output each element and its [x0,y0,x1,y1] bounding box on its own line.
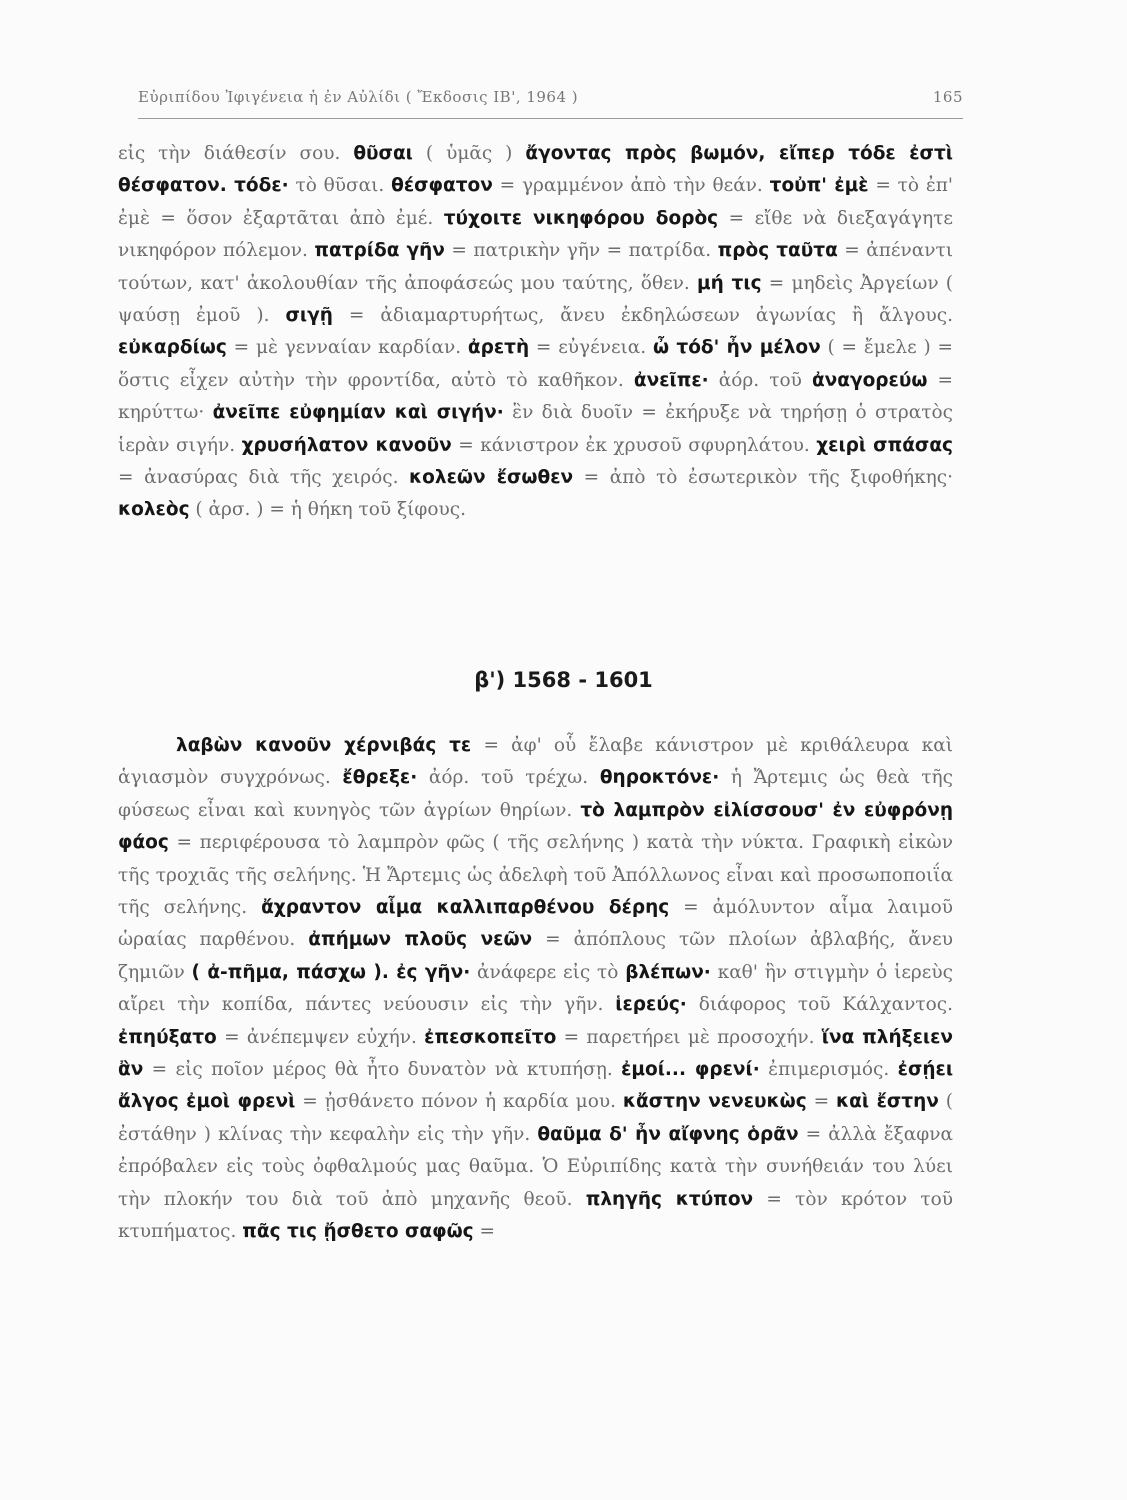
lemma-term: χειρὶ σπάσας [816,434,954,456]
gloss-text: = εἴθε νὰ διεξαγάγητε νικηφόρον πόλεμον. [118,207,953,262]
gloss-text: = τὸν κρότον τοῦ κτυπήματος. [118,1188,953,1243]
gloss-text: = ἀμόλυντον αἷμα λαιμοῦ ὡραίας παρθένου. [118,897,954,951]
gloss-text: = ἀλλὰ ἔξαφνα ἐπρόβαλεν εἰς τοὺς ὀφθαλμούς μας θαῦμα. Ὁ Εὐριπίδης κατὰ τὴν συνήθειάν του λύει τὴν πλοκήν του διὰ τοῦ ἀπὸ μηχανῆς θεοῦ. [118,1123,953,1210]
lemma-term: εὐκαρδίως [118,337,227,359]
gloss-text: = κηρύττω· [118,369,953,424]
lemma-term: χρυσήλατον κανοῦν [241,434,452,456]
lemma-term: θηροκτόνε· [599,767,720,789]
gloss-text: = [473,1221,496,1243]
lemma-term: ἱερεύς· [615,994,687,1016]
lemma-term: ἀρετὴ [467,337,530,359]
gloss-text: = μηδεὶς Ἀργείων ( ψαύσῃ ἐμοῦ ). [118,272,953,327]
gloss-text: καθ' ἣν στιγμὴν ὁ ἱερεὺς αἴρει τὴν κοπίδα, πάντες νεύουσιν εἰς τὴν γῆν. [118,961,953,1016]
gloss-text: = κάνιστρον ἐκ χρυσοῦ σφυρηλάτου. [451,434,817,456]
lemma-term: ἐπεσκοπεῖτο [424,1026,557,1048]
commentary-paragraph-2 [118,730,953,1249]
lemma-term: μή τις [697,272,762,294]
lemma-term: βλέπων· [625,961,711,983]
lemma-term: κολεῶν ἔσωθεν [409,467,574,489]
lemma-term: ἵνα πλήξειεν ἂν [118,1026,954,1081]
gloss-text: εἰς τὴν διάθεσίν σου. [118,143,354,164]
commentary-paragraph-1 [118,138,953,527]
gloss-text: ἀνάφερε εἰς τὸ [470,961,626,983]
lemma-term: θῦσαι [353,143,413,164]
gloss-text: = ἀπὸ τὸ ἐσωτερικὸν τῆς ξιφοθήκης· [573,467,954,489]
lemma-term: ἀπήμων πλοῦς νεῶν [308,929,533,951]
gloss-text: = γραμμένον ἀπὸ τὴν θεάν. [492,175,770,197]
gloss-text: = εὐγένεια. [529,337,653,359]
lemma-term: θαῦμα δ' ἦν αἴφνης ὁρᾶν [537,1123,799,1145]
section-heading: β') 1568 - 1601 [474,668,653,692]
gloss-text: = ἀνασύρας διὰ τῆς χειρός. [118,467,410,489]
lemma-term: ὦ τόδ' ἦν μέλον [652,337,821,359]
lemma-term: πρὸς ταῦτα [717,240,838,262]
lemma-term: πατρίδα γῆν [314,240,445,262]
page-number: 165 [932,88,963,106]
lemma-term: πᾶς τις ᾔσθετο σαφῶς [242,1221,474,1243]
gloss-text: = τὸ ἐπ' ἐμὲ = ὅσον ἐξαρτᾶται ἀπὸ ἐμέ. [118,175,954,229]
gloss-text: = [806,1091,837,1113]
lemma-term: λαβὼν κανοῦν χέρνιβάς τε [176,735,472,756]
lemma-term: θέσφατον [391,175,493,197]
lemma-term: ἐσῄει ἄλγος ἐμοὶ φρενὶ [118,1059,954,1113]
running-title: Εὐριπίδου Ἰφιγένεια ἡ ἐν Αὐλίδι ( Ἔκδοσις ΙΒ', 1964 ) [138,88,579,106]
gloss-text: = ἀπόπλους τῶν πλοίων ἀβλαβής, ἄνευ ζημιῶν [118,929,953,983]
lemma-term: ἄχραντον αἷμα καλλιπαρθένου δέρης [261,897,670,919]
gloss-text: ἀόρ. τοῦ τρέχω. [417,767,600,789]
lemma-term: ἐπηύξατο [118,1026,217,1048]
gloss-text: ( ὑμᾶς ) [412,143,526,164]
lemma-term: τοὐπ' ἐμὲ [769,175,869,197]
lemma-term: ἀνεῖπε εὐφημίαν καὶ σιγήν· [212,402,504,424]
gloss-text: = παρετήρει μὲ προσοχήν. [556,1026,822,1048]
lemma-term: κἄστην νενευκὼς [622,1091,807,1113]
lemma-term: ἀναγορεύω [811,369,928,391]
lemma-term: ( ἀ-πῆμα, πάσχω ). ἐς γῆν· [191,961,471,983]
lemma-term: ἐμοί... φρενί· [621,1059,760,1081]
gloss-text: ( ἐστάθην ) κλίνας τὴν κεφαλὴν εἰς τὴν γῆν. [118,1091,953,1145]
gloss-text: ( = ἔμελε ) = ὅστις εἶχεν αὐτὴν τὴν φροντίδα, αὐτὸ τὸ καθῆκον. [118,337,954,391]
gloss-text: ( ἀρσ. ) = ἡ θήκη τοῦ ξίφους. [189,499,466,521]
gloss-text: = μὲ γενναίαν καρδίαν. [226,337,468,359]
lemma-term: τύχοιτε νικηφόρου δορὸς [443,207,719,229]
gloss-text: ἡ Ἄρτεμις ὡς θεὰ τῆς φύσεως εἶναι καὶ κυνηγὸς τῶν ἀγρίων θηρίων. [118,767,953,821]
gloss-text: = ᾐσθάνετο πόνον ἡ καρδία μου. [295,1091,623,1113]
gloss-text: διάφορος τοῦ Κάλχαντος. [686,994,953,1016]
lemma-term: κολεὸς [118,499,190,521]
gloss-text: ἀόρ. τοῦ [708,369,812,391]
lemma-term: ἀνεῖπε· [633,369,709,391]
gloss-text: ἐπιμερισμός. [759,1059,898,1081]
gloss-text: = εἰς ποῖον μέρος θὰ ἦτο δυνατὸν νὰ κτυπήσῃ. [143,1059,622,1081]
lemma-term: ἄγοντας πρὸς βωμόν, εἴπερ τόδε ἐστὶ θέσφατον. τόδε· [118,143,953,197]
header-rule [138,118,963,119]
gloss-text: = ἀδιαμαρτυρήτως, ἄνευ ἐκδηλώσεων ἀγωνίας ἢ ἄλγους. [332,305,953,327]
gloss-text: = πατρικὴν γῆν = πατρίδα. [444,240,718,262]
lemma-term: τὸ λαμπρὸν εἰλίσσουσ' ἐν εὐφρόνῃ φάος [118,799,953,854]
lemma-term: σιγῇ [285,305,333,327]
gloss-text: = περιφέρουσα τὸ λαμπρὸν φῶς ( τῆς σελήνης ) κατὰ τὴν νύκτα. Γραφικὴ εἰκὼν τῆς τροχιᾶς τῆς σελήνης. Ἡ Ἄρτεμις ὡς ἀδελφὴ τοῦ Ἀπόλλωνος εἶναι καὶ προσωποποιΐα τῆς σελήνης. [118,832,953,919]
gloss-text: = ἀπέναντι τούτων, κατ' ἀκολουθίαν τῆς ἀποφάσεώς μου ταύτης, ὅθεν. [118,240,953,294]
lemma-term: πληγῆς κτύπον [585,1188,754,1210]
lemma-term: καὶ ἔστην [836,1091,939,1113]
gloss-text: τὸ θῦσαι. [288,175,392,197]
gloss-text: ἓν διὰ δυοῖν = ἐκήρυξε νὰ τηρήσῃ ὁ στρατὸς ἱερὰν σιγήν. [118,402,953,456]
lemma-term: ἔθρεξε· [342,767,418,789]
gloss-text: = ἀνέπεμψεν εὐχήν. [216,1026,425,1048]
gloss-text: = ἀφ' οὗ ἔλαβε κάνιστρον μὲ κριθάλευρα καὶ ἁγιασμὸν συγχρόνως. [118,735,953,789]
